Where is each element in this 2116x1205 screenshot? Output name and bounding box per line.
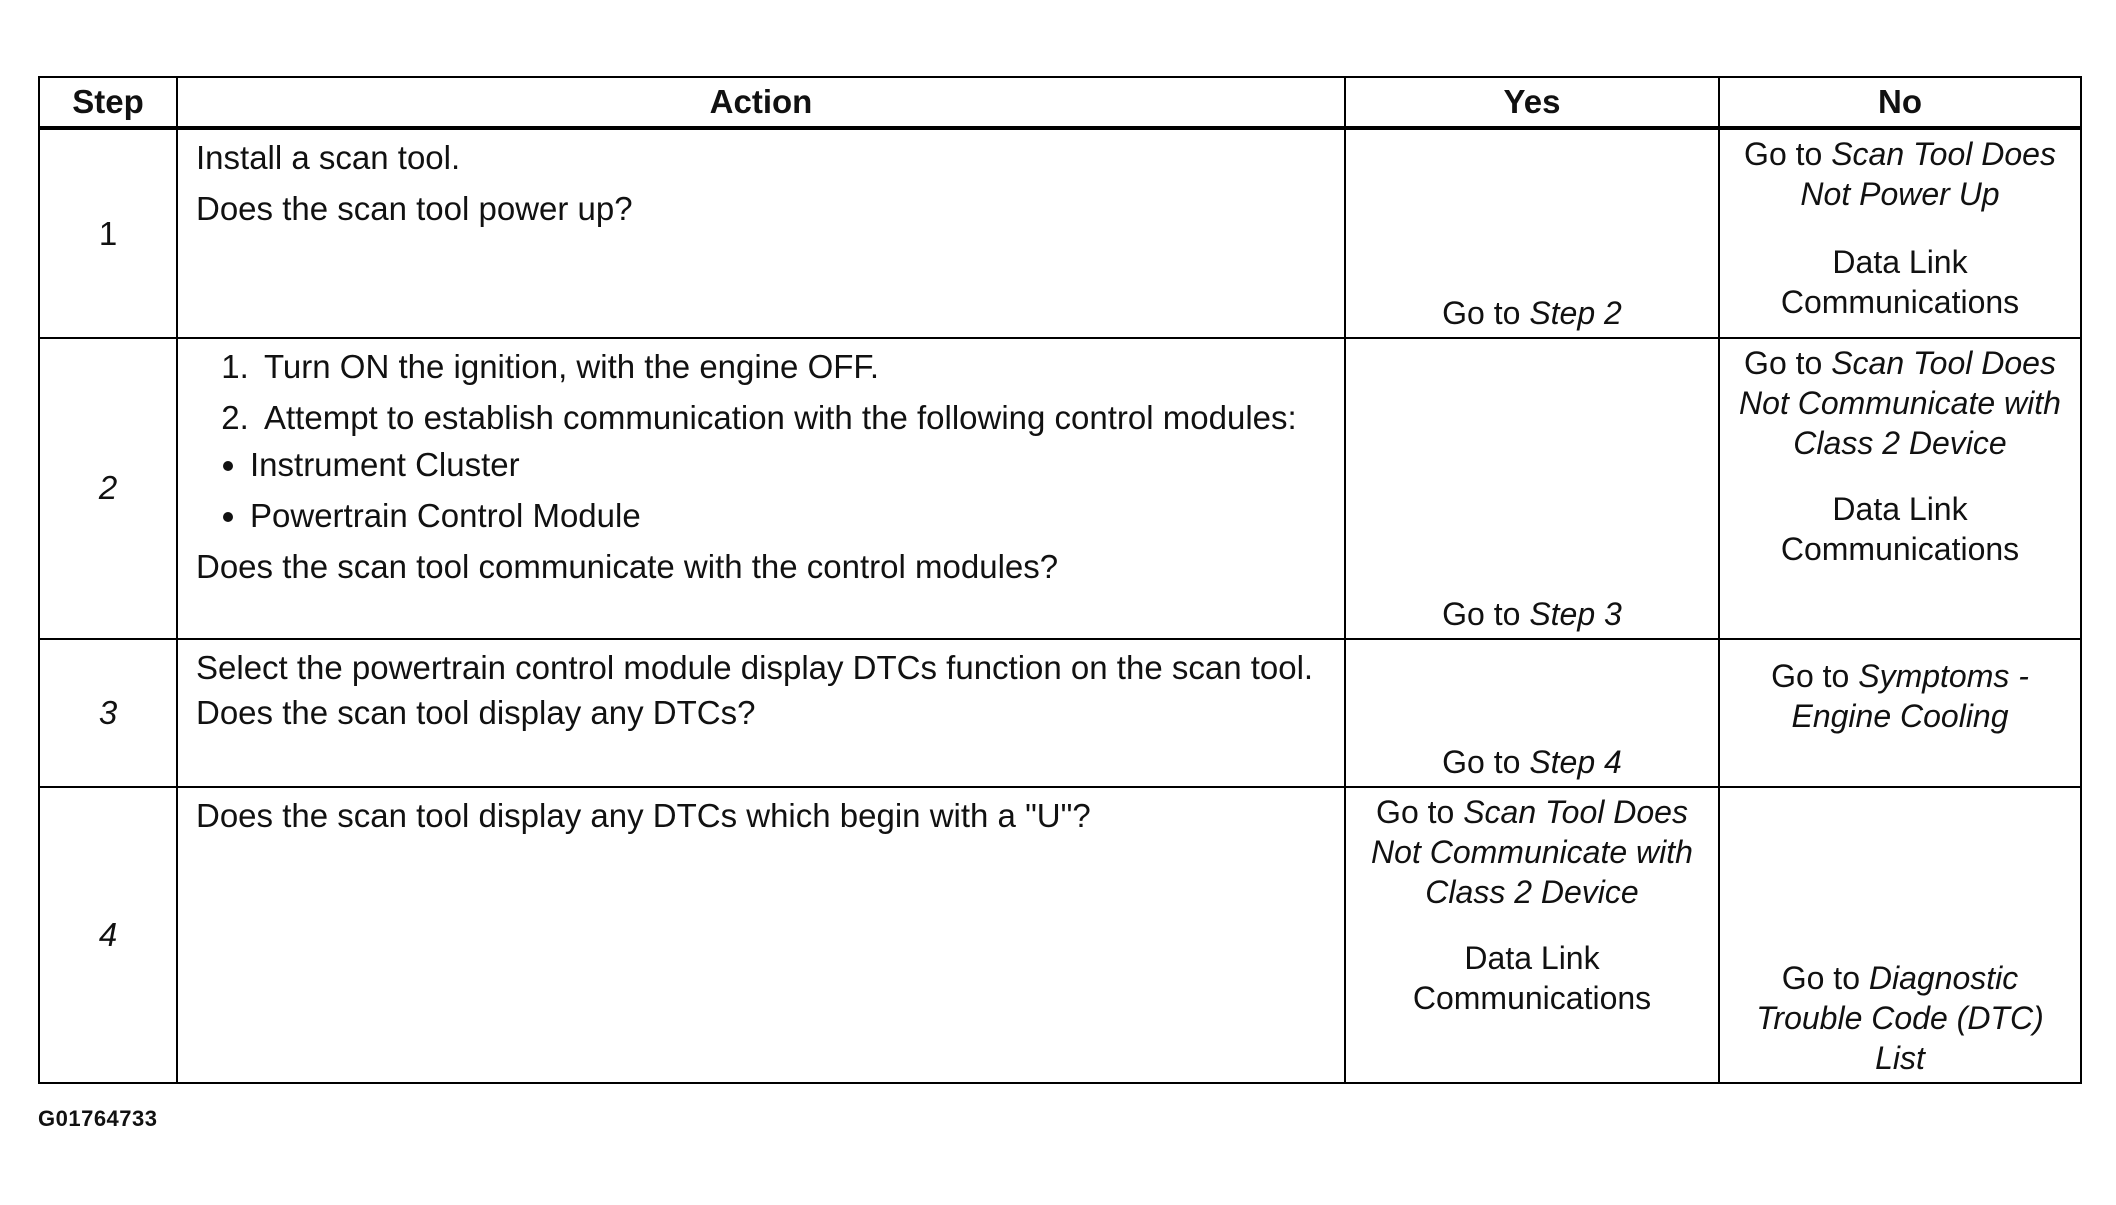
table-row [39, 338, 2081, 638]
step-number: 1 [39, 128, 177, 338]
no-cell [1719, 128, 2081, 338]
yes-link[interactable]: Step 2 [1529, 295, 1622, 332]
header-action: Action [177, 77, 1345, 128]
no-prefix: Go to [1744, 136, 1832, 172]
header-no: No [1719, 77, 2081, 128]
yes-prefix: Go to [1442, 595, 1530, 632]
yes-cell [1345, 639, 1719, 787]
figure-id: G01764733 [38, 1106, 158, 1131]
no-prefix: Go to [1781, 960, 1869, 996]
header-step: Step [39, 77, 177, 128]
action-line: Install a scan tool. [196, 139, 461, 176]
list-item: 2. Attempt to establish communication with the following control modules: [258, 398, 1328, 437]
yes-link[interactable]: Step 4 [1529, 743, 1622, 780]
no-link[interactable]: Scan Tool Does Not Communicate with Class 2 Device [1739, 345, 2061, 462]
action-cell [177, 639, 1345, 787]
list-item: • Powertrain Control Module [250, 496, 1328, 535]
step-number: 3 [39, 639, 177, 787]
yes-reference: Data Link Communications [1412, 939, 1652, 1016]
action-question: Does the scan tool display any DTCs which begin with a "U"? [196, 796, 1091, 834]
table-row [39, 639, 2081, 787]
no-prefix: Go to [1771, 657, 1859, 694]
action-line: Select the powertrain control module display DTCs function on the scan tool. [196, 648, 1314, 686]
yes-prefix: Go to [1442, 295, 1530, 332]
no-reference: Data Link Communications [1780, 491, 2020, 568]
action-question: Does the scan tool communicate with the control modules? [196, 548, 1059, 586]
no-prefix: Go to [1744, 345, 1832, 382]
yes-prefix: Go to [1442, 743, 1530, 780]
header-yes: Yes [1345, 77, 1719, 128]
no-cell [1719, 639, 2081, 787]
yes-cell [1345, 128, 1719, 338]
yes-link[interactable]: Scan Tool Does Not Communicate with Class 2 Device [1371, 793, 1693, 910]
no-cell [1719, 787, 2081, 1083]
diagnostic-table [38, 76, 2082, 1084]
no-link[interactable]: Diagnostic Trouble Code (DTC) List [1756, 960, 2044, 1076]
list-item: • Instrument Cluster [250, 445, 1328, 484]
action-question: Does the scan tool display any DTCs? [196, 693, 756, 731]
yes-cell [1345, 787, 1719, 1083]
action-question: Does the scan tool power up? [196, 190, 633, 227]
yes-link[interactable]: Step 3 [1529, 595, 1622, 632]
step-number: 4 [39, 787, 177, 1083]
no-link[interactable]: Scan Tool Does Not Power Up [1800, 136, 2056, 212]
no-link[interactable]: Symptoms - Engine Cooling [1791, 657, 2029, 734]
no-cell [1719, 338, 2081, 638]
action-cell [177, 787, 1345, 1083]
list-item: 1. Turn ON the ignition, with the engine OFF. [258, 347, 1328, 386]
numbered-list [196, 347, 1328, 437]
action-cell [177, 338, 1345, 638]
yes-prefix: Go to [1376, 793, 1464, 830]
action-cell [177, 128, 1345, 338]
step-number: 2 [39, 338, 177, 638]
bullet-list [196, 445, 1328, 535]
table-row [39, 128, 2081, 338]
header-row [39, 77, 2081, 128]
yes-cell [1345, 338, 1719, 638]
no-reference: Data Link Communications [1780, 244, 2020, 320]
table-row [39, 787, 2081, 1083]
